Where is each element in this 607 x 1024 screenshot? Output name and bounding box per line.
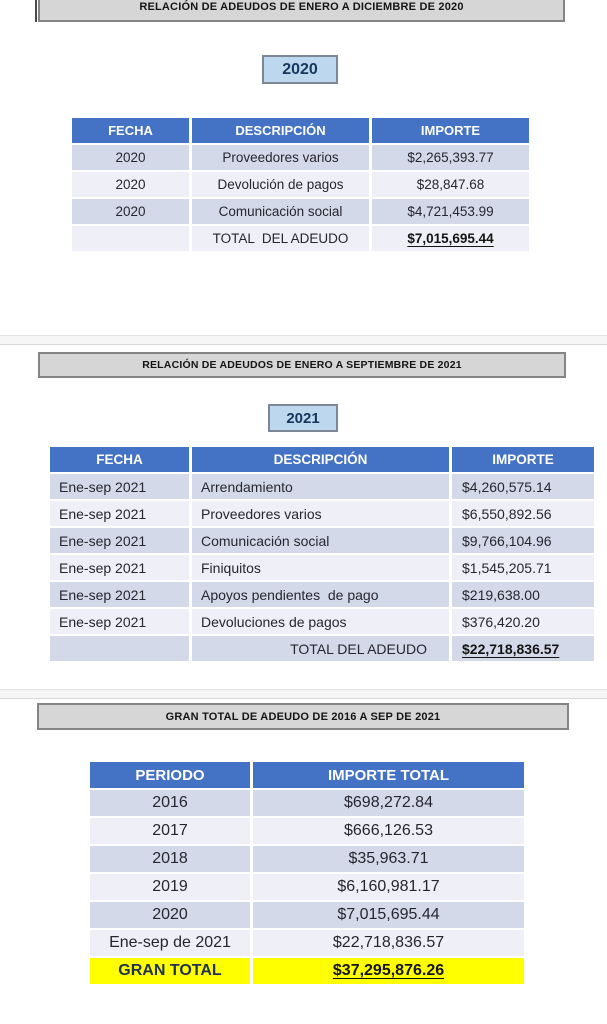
table-cell: Devoluciones de pagos	[192, 609, 449, 634]
column-header: PERIODO	[90, 762, 250, 788]
table-cell: 2020	[90, 902, 250, 928]
table-row	[90, 930, 524, 956]
table-row	[50, 528, 594, 553]
column-header: IMPORTE TOTAL	[253, 762, 524, 788]
table-cell: 2020	[72, 145, 189, 170]
table-cell: $1,545,205.71	[452, 555, 594, 580]
section-banner-2020: RELACIÓN DE ADEUDOS DE ENERO A DICIEMBRE DE 2020	[38, 0, 565, 22]
table-row	[72, 199, 529, 224]
page-divider	[0, 689, 607, 699]
page-edge-artifact	[35, 0, 37, 22]
table-cell: $6,160,981.17	[253, 874, 524, 900]
year-badge-2021: 2021	[268, 404, 338, 432]
table-row	[50, 582, 594, 607]
table-row	[90, 846, 524, 872]
total-label-cell: TOTAL DEL ADEUDO	[192, 636, 449, 661]
table-cell: $28,847.68	[372, 172, 529, 197]
table-cell: 2017	[90, 818, 250, 844]
table-row	[50, 474, 594, 499]
column-header: FECHA	[50, 447, 189, 472]
table-cell: 2020	[72, 172, 189, 197]
table-cell: $376,420.20	[452, 609, 594, 634]
table-row	[50, 501, 594, 526]
table-row	[50, 609, 594, 634]
table-cell: $666,126.53	[253, 818, 524, 844]
column-header: IMPORTE	[372, 118, 529, 143]
total-value-cell: $37,295,876.26	[253, 958, 524, 984]
column-header: DESCRIPCIÓN	[192, 447, 449, 472]
table-row	[90, 874, 524, 900]
table-row	[72, 145, 529, 170]
table-cell: Ene-sep 2021	[50, 582, 189, 607]
table-cell: Ene-sep 2021	[50, 474, 189, 499]
table-cell: Proveedores varios	[192, 145, 369, 170]
table-cell: Ene-sep 2021	[50, 501, 189, 526]
table-cell	[50, 636, 189, 661]
header-row	[90, 762, 524, 788]
table-cell: Apoyos pendientes de pago	[192, 582, 449, 607]
total-row	[90, 958, 524, 984]
table-row	[72, 172, 529, 197]
table-cell: $219,638.00	[452, 582, 594, 607]
table-cell: 2016	[90, 790, 250, 816]
total-value-cell: $7,015,695.44	[372, 226, 529, 251]
total-label-cell: TOTAL DEL ADEUDO	[192, 226, 369, 251]
table-cell: $9,766,104.96	[452, 528, 594, 553]
total-label-cell: GRAN TOTAL	[90, 958, 250, 984]
table-cell: $6,550,892.56	[452, 501, 594, 526]
table-cell: Ene-sep 2021	[50, 609, 189, 634]
table-cell: Ene-sep 2021	[50, 528, 189, 553]
header-row	[72, 118, 529, 143]
table-cell: 2018	[90, 846, 250, 872]
table-cell: Arrendamiento	[192, 474, 449, 499]
table-cell: Proveedores varios	[192, 501, 449, 526]
column-header: DESCRIPCIÓN	[192, 118, 369, 143]
table-cell: $2,265,393.77	[372, 145, 529, 170]
section-banner-2021: RELACIÓN DE ADEUDOS DE ENERO A SEPTIEMBRE DE 2021	[38, 352, 566, 378]
table-cell: $35,963.71	[253, 846, 524, 872]
table-cell: $7,015,695.44	[253, 902, 524, 928]
year-badge-2020: 2020	[262, 55, 338, 84]
total-value-cell: $22,718,836.57	[452, 636, 594, 661]
header-row	[50, 447, 594, 472]
table-cell: Comunicación social	[192, 528, 449, 553]
page-divider	[0, 335, 607, 345]
total-row	[72, 226, 529, 251]
table-cell: $698,272.84	[253, 790, 524, 816]
table-cell: Ene-sep de 2021	[90, 930, 250, 956]
column-header: IMPORTE	[452, 447, 594, 472]
table-cell: Finiquitos	[192, 555, 449, 580]
table-cell: $22,718,836.57	[253, 930, 524, 956]
table-cell: Devolución de pagos	[192, 172, 369, 197]
grand-total-table	[87, 760, 527, 986]
table-cell: Comunicación social	[192, 199, 369, 224]
debts-table-2020	[69, 116, 532, 253]
table-row	[90, 790, 524, 816]
table-row	[90, 902, 524, 928]
total-row	[50, 636, 594, 661]
table-row	[50, 555, 594, 580]
table-cell: $4,721,453.99	[372, 199, 529, 224]
table-cell: $4,260,575.14	[452, 474, 594, 499]
section-banner-gran-total: GRAN TOTAL DE ADEUDO DE 2016 A SEP DE 2021	[37, 703, 569, 730]
column-header: FECHA	[72, 118, 189, 143]
table-cell	[72, 226, 189, 251]
table-cell: 2020	[72, 199, 189, 224]
table-cell: Ene-sep 2021	[50, 555, 189, 580]
debts-table-2021	[47, 445, 597, 663]
table-cell: 2019	[90, 874, 250, 900]
table-row	[90, 818, 524, 844]
